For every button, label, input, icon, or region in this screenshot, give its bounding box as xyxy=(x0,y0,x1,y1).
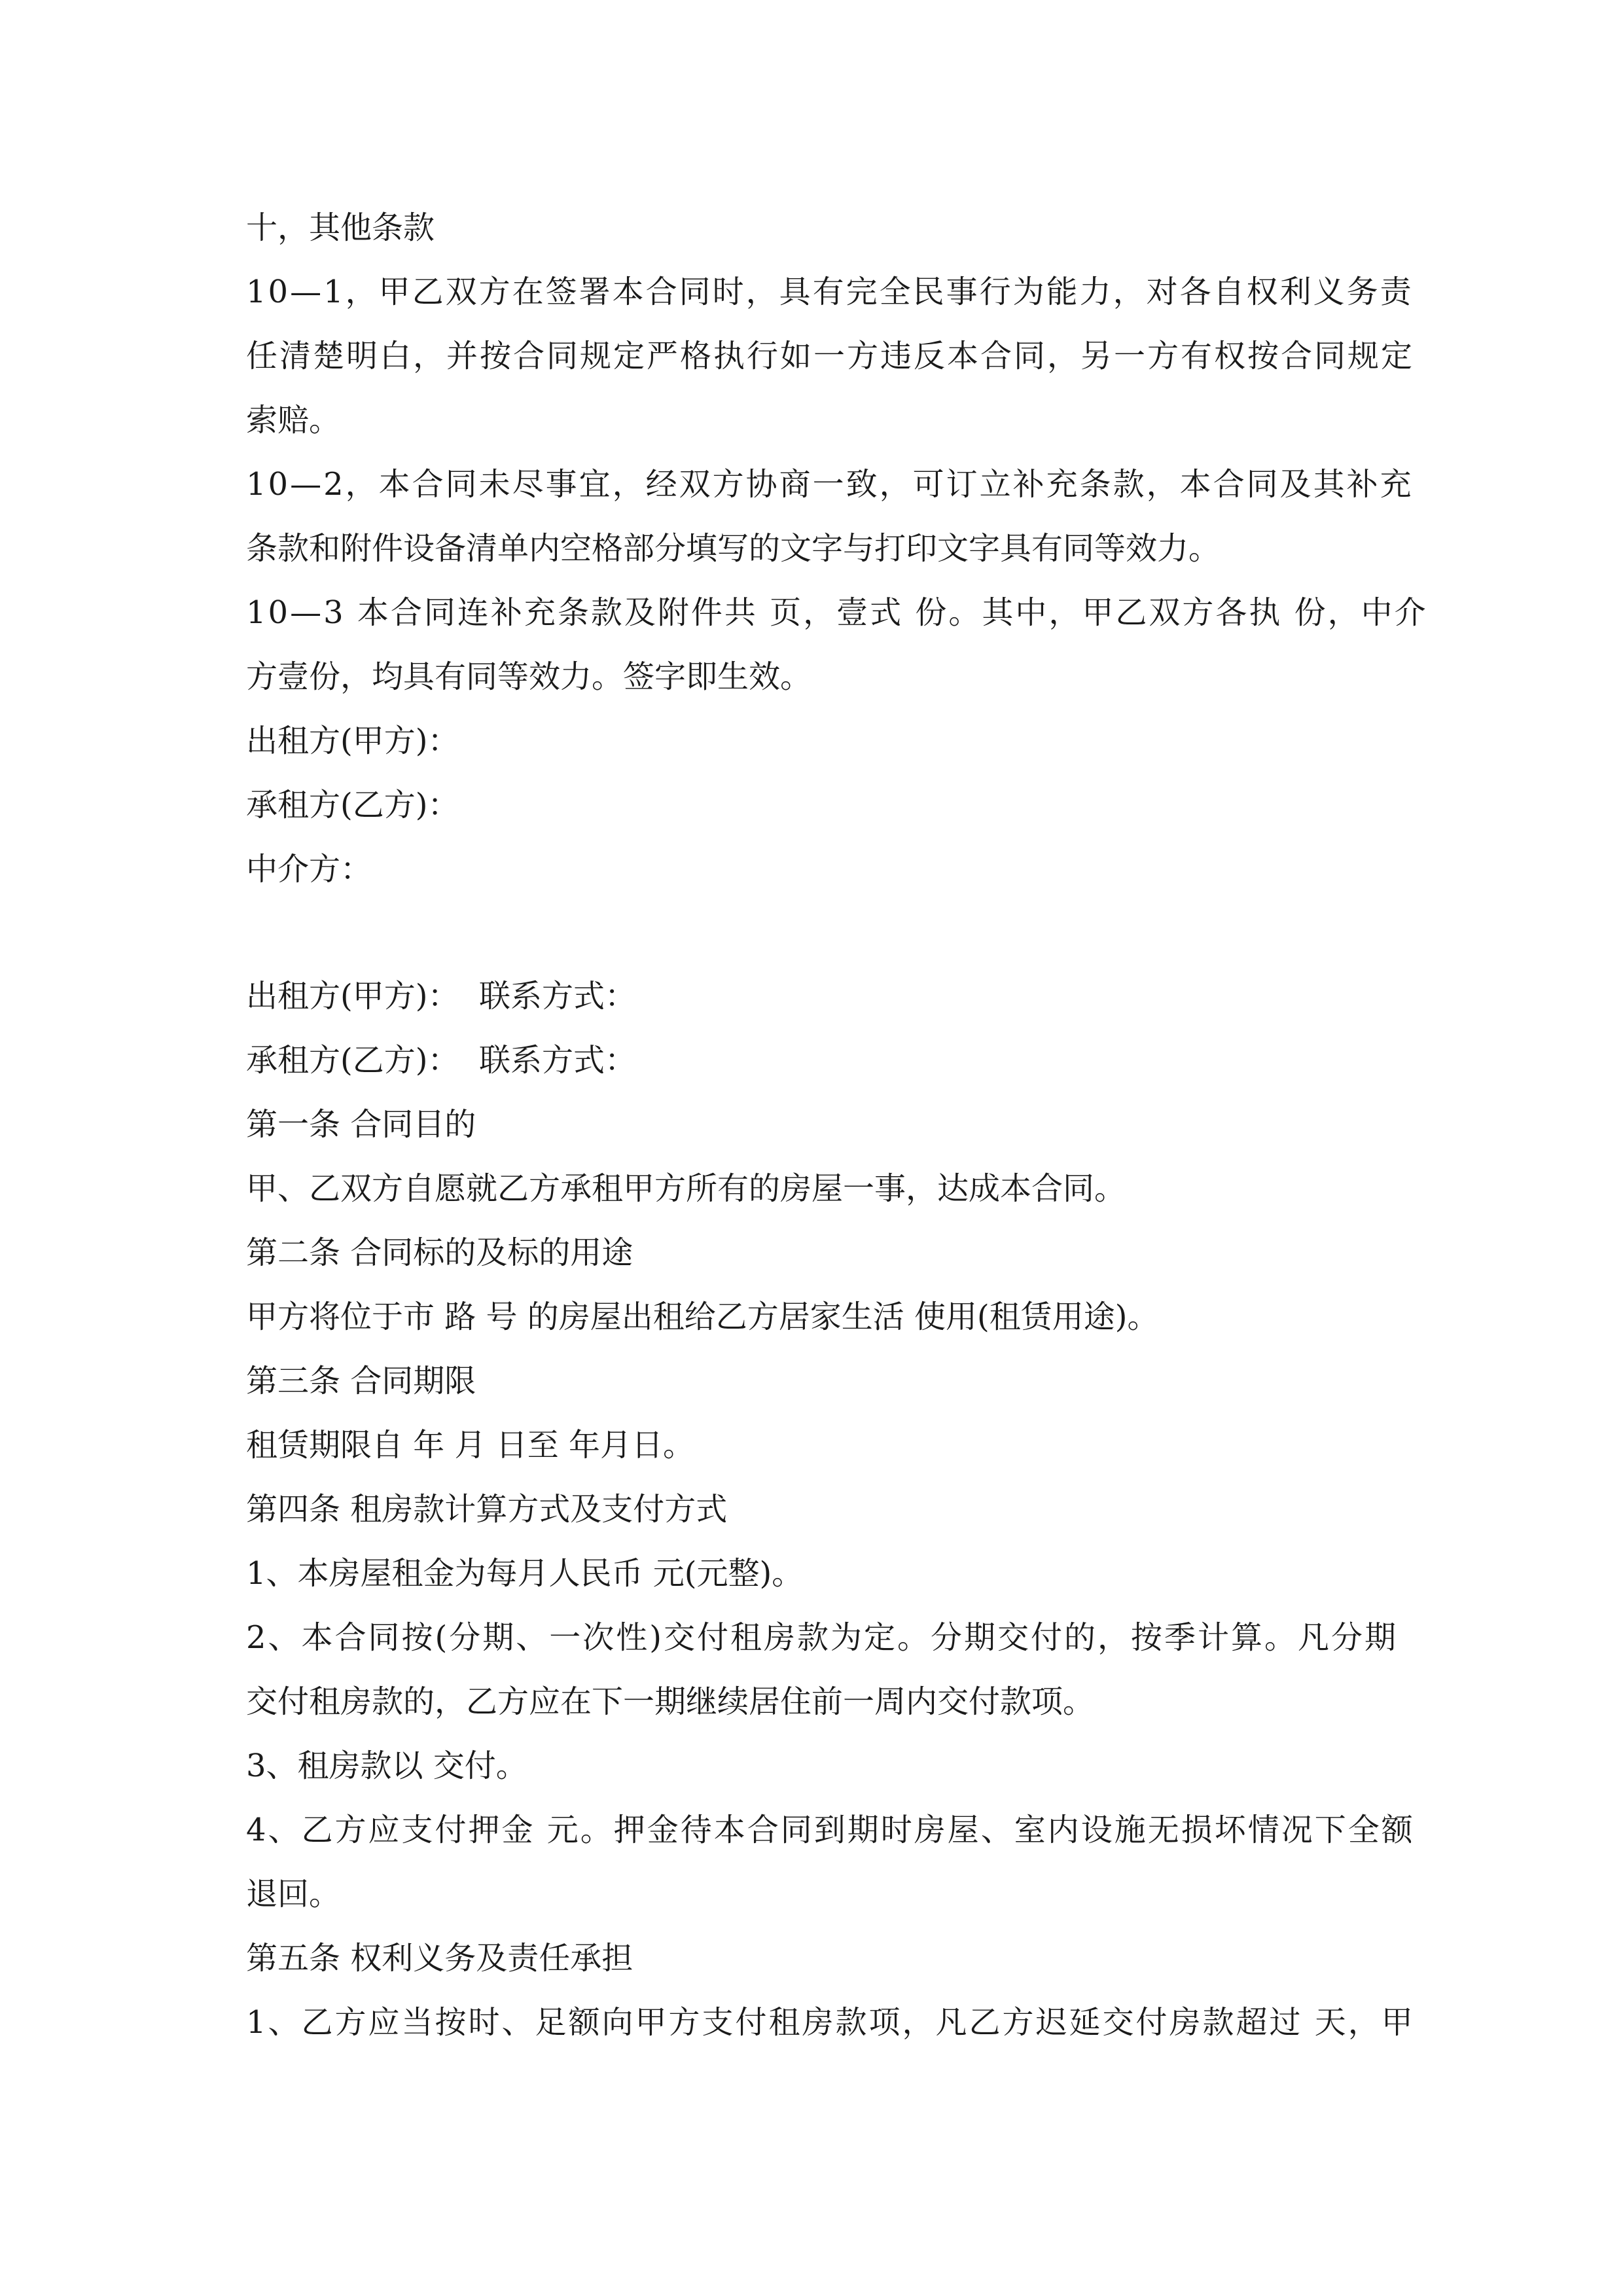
article-4-item-3: 3、租房款以 交付。 xyxy=(246,1748,527,1784)
clause-10-1-line-2: 任清楚明白，并按合同规定严格执行如一方违反本合同，另一方有权按合同规定 xyxy=(246,338,1415,374)
article-3-body: 租赁期限自 年 月 日至 年月日。 xyxy=(246,1427,695,1463)
section-heading-other-terms: 十，其他条款 xyxy=(246,209,435,246)
article-5-item-1-line-1: 1、乙方应当按时、足额向甲方支付租房款项，凡乙方迟延交付房款超过 天，甲 xyxy=(246,2004,1415,2041)
article-1-heading: 第一条 合同目的 xyxy=(246,1106,476,1143)
clause-10-2-line-1: 10—2，本合同未尽事宜，经双方协商一致，可订立补充条款，本合同及其补充 xyxy=(246,466,1414,503)
article-4-heading: 第四条 租房款计算方式及支付方式 xyxy=(246,1491,728,1528)
article-1-body: 甲、乙双方自愿就乙方承租甲方所有的房屋一事，达成本合同。 xyxy=(246,1170,1126,1207)
clause-10-3-line-2: 方壹份，均具有同等效力。签字即生效。 xyxy=(246,658,812,695)
party-lessor-contact: 出租方(甲方)： 联系方式： xyxy=(246,978,636,1014)
article-4-item-1: 1、本房屋租金为每月人民币 元(元整)。 xyxy=(246,1555,804,1592)
clause-10-1-line-3: 索赔。 xyxy=(246,402,341,439)
signature-lessor: 出租方(甲方)： xyxy=(246,723,459,759)
article-4-item-2-line-2: 交付租房款的，乙方应在下一期继续居住前一周内交付款项。 xyxy=(246,1683,1095,1720)
party-lessee-contact: 承租方(乙方)： 联系方式： xyxy=(246,1042,636,1079)
signature-lessee: 承租方(乙方)： xyxy=(246,787,459,823)
article-2-body: 甲方将位于市 路 号 的房屋出租给乙方居家生活 使用(租赁用途)。 xyxy=(246,1299,1159,1335)
article-2-heading: 第二条 合同标的及标的用途 xyxy=(246,1234,633,1271)
article-4-item-4-line-2: 退回。 xyxy=(246,1876,341,1912)
clause-10-1-line-1: 10—1，甲乙双方在签署本合同时，具有完全民事行为能力，对各自权利义务责 xyxy=(246,274,1414,310)
clause-10-2-line-2: 条款和附件设备清单内空格部分填写的文字与打印文字具有同等效力。 xyxy=(246,530,1221,567)
article-4-item-2-line-1: 2、本合同按(分期、一次性)交付租房款为定。分期交付的，按季计算。凡分期 xyxy=(246,1619,1398,1656)
clause-10-3-line-1: 10—3 本合同连补充条款及附件共 页，壹式 份。其中，甲乙双方各执 份，中介 xyxy=(246,594,1428,631)
article-3-heading: 第三条 合同期限 xyxy=(246,1363,476,1399)
signature-agent: 中介方： xyxy=(246,851,372,888)
article-4-item-4-line-1: 4、乙方应支付押金 元。押金待本合同到期时房屋、室内设施无损坏情况下全额 xyxy=(246,1812,1415,1848)
article-5-heading: 第五条 权利义务及责任承担 xyxy=(246,1940,633,1977)
